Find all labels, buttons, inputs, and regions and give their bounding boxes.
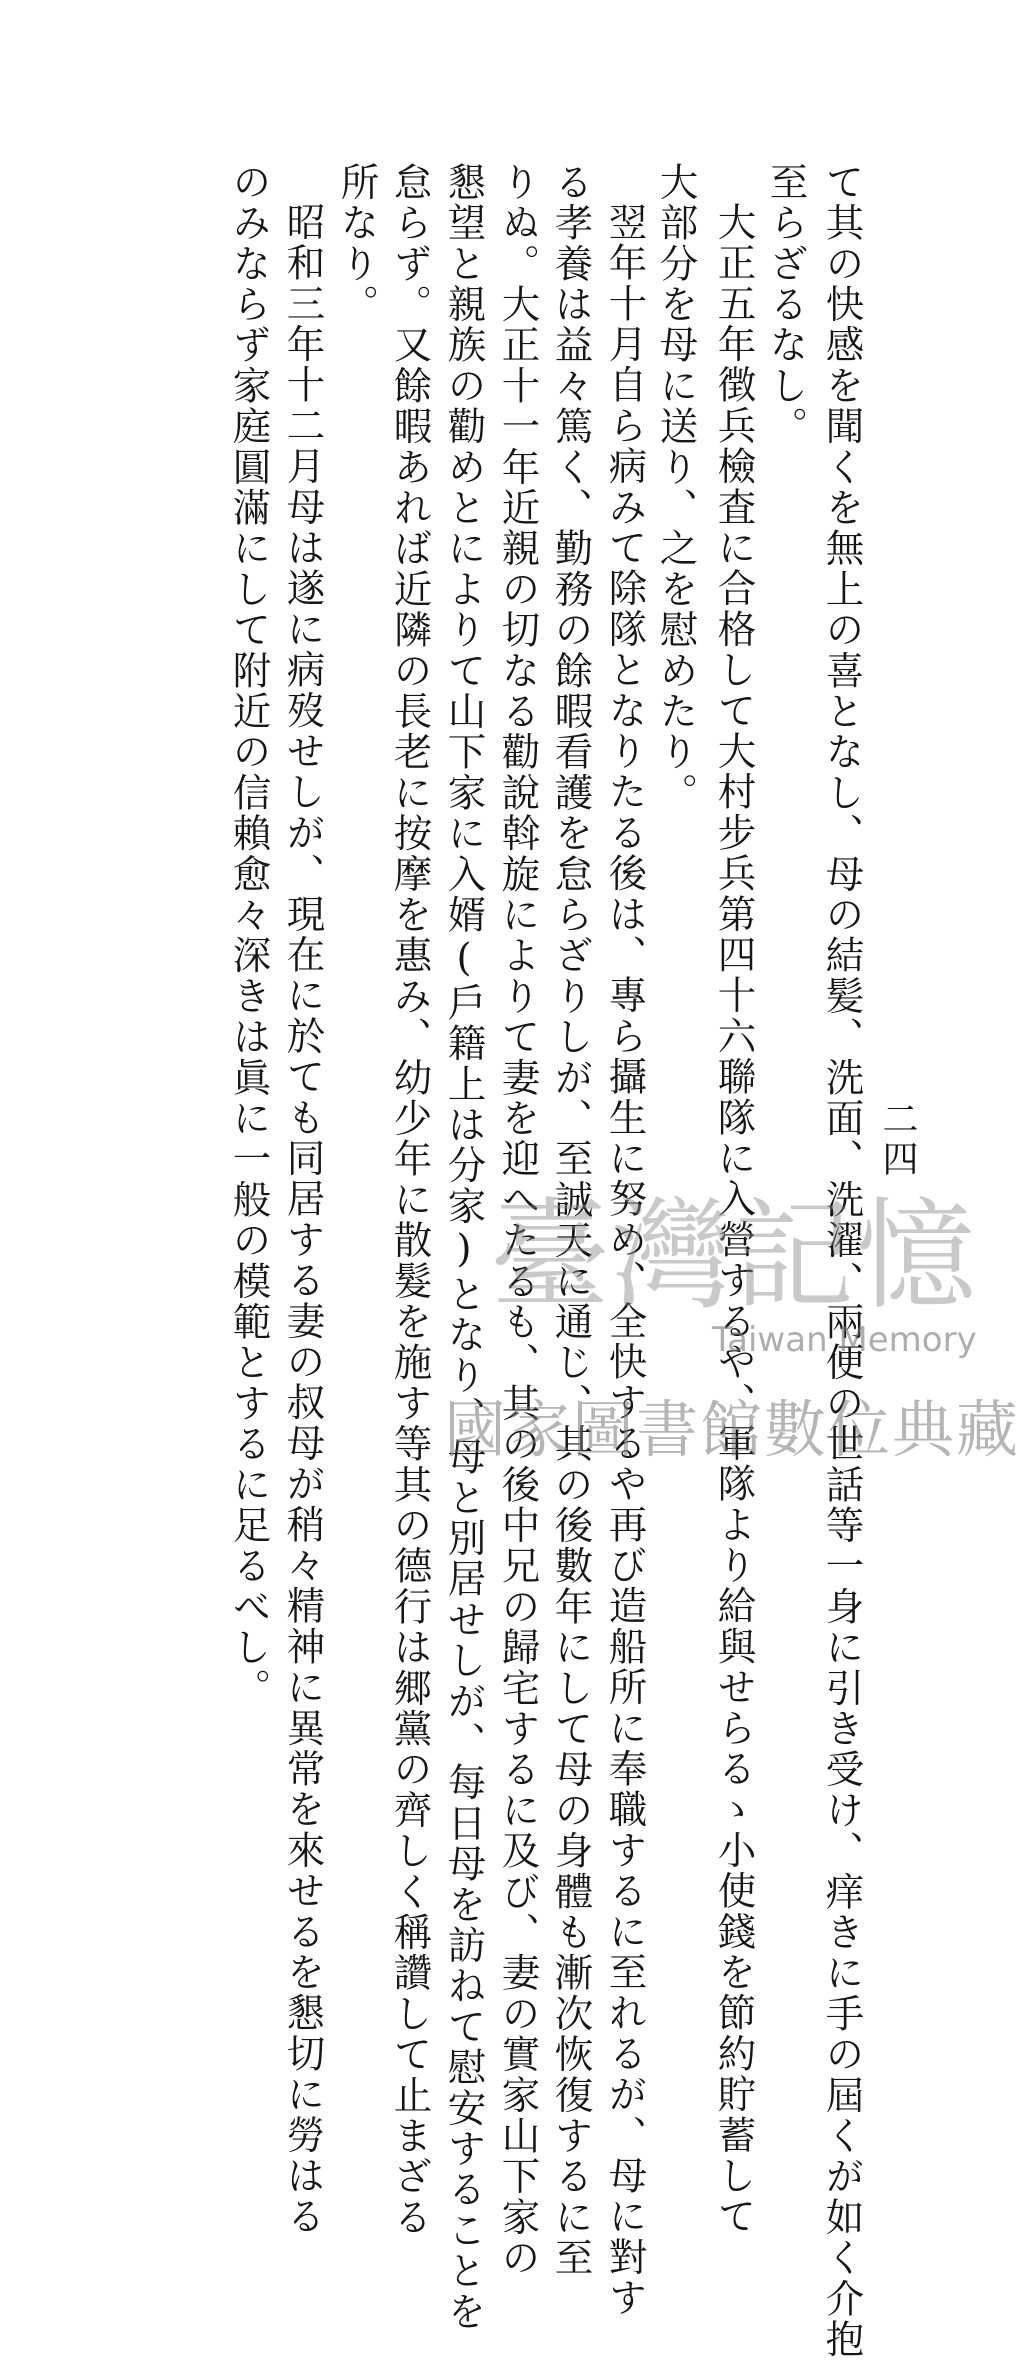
- text-column-9: 怠らず。又餘暇あれば近隣の長老に按摩を惠み、幼少年に散髮を施す等其の德行は郷黨の齊しく稱讚して止まざる: [387, 162, 433, 2238]
- page-number: 二四: [877, 1100, 918, 1180]
- text-column-3: 大正五年徴兵檢査に合格して大村步兵第四十六聯隊に入營するや、軍隊より給與せらるゝ小使錢を節約貯蓄して: [711, 202, 757, 2237]
- text-column-7: りぬ。大正十一年近親の切なる勸說斡旋によりて妻を迎へたるも、其の後中兄の歸宅するに及び、妻の實家山下家の: [495, 162, 541, 2279]
- text-column-4: 大部分を母に送り、之を慰めたり。: [653, 162, 699, 814]
- text-column-12: のみならず家庭圓滿にして附近の信賴愈々深きは眞に一般の模範とするに足るべし。: [226, 162, 272, 1709]
- watermark-institution: 國家圖書館數位典藏: [444, 1393, 1021, 1466]
- text-column-2: 至らざるなし。: [763, 162, 809, 447]
- text-column-5: 翌年十月自ら病みて除隊となりたる後は、專ら攝生に努め、全快するや再び造船所に奉職するに至れるが、母に對す: [602, 202, 648, 2319]
- text-column-8: 懇望と親族の勸めとによりて山下家に入婿(戶籍上は分家)となり、母と別居せしが、每日母を訪ねて慰安することを: [441, 162, 487, 2333]
- text-column-1: て其の快感を聞くを無上の喜となし、母の結髪、洗面、洗濯、兩便の世話等一身に引き受け、痒きに手の屆くが如く介抱: [819, 162, 865, 2360]
- watermark-subtitle: Taiwan Memory: [712, 1320, 977, 1360]
- text-column-6: る孝養は益々篤く、勤務の餘暇看護を怠らざりしが、至誠天に通じ、其の後數年にして母の身體も漸次恢復するに至: [548, 162, 594, 2279]
- text-column-11: 昭和三年十二月母は遂に病歿せしが、現在に於ても同居する妻の叔母が稍々精神に異常を來せるを懇切に勞はる: [280, 202, 326, 2237]
- watermark-title: 臺灣記憶: [490, 1187, 978, 1326]
- text-column-10: 所なり。: [334, 162, 380, 325]
